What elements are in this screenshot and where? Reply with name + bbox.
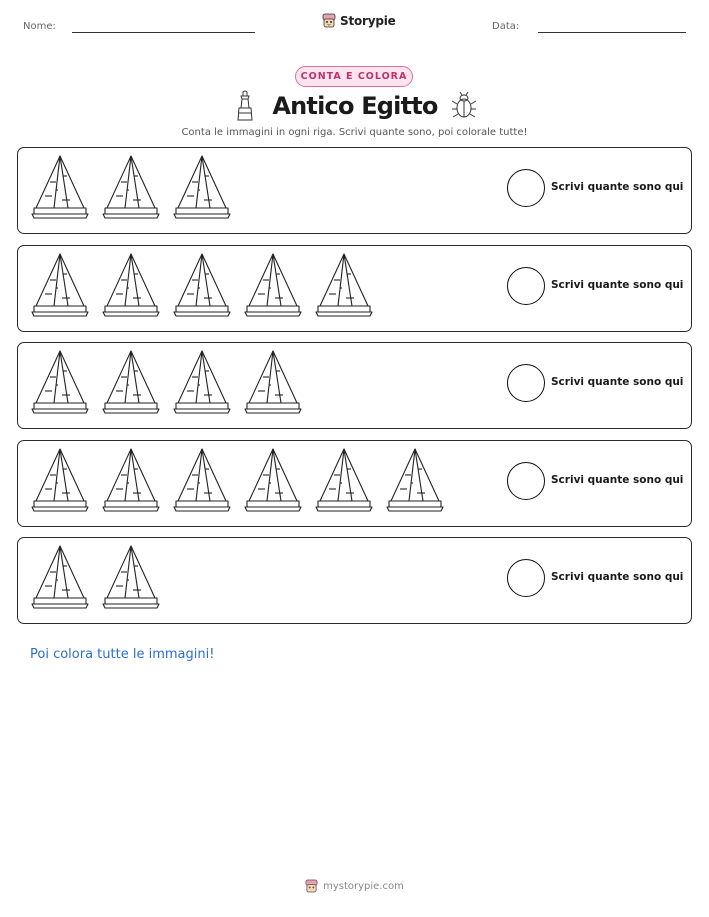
count-row bbox=[17, 342, 692, 429]
storypie-mascot-icon bbox=[305, 879, 318, 893]
storypie-mascot-icon bbox=[322, 13, 336, 28]
pyramid-icon bbox=[314, 447, 374, 519]
answer-circle[interactable] bbox=[507, 559, 545, 597]
pyramid-icon bbox=[172, 252, 232, 324]
answer-circle[interactable] bbox=[507, 364, 545, 402]
answer-circle[interactable] bbox=[507, 169, 545, 207]
count-row bbox=[17, 147, 692, 234]
footer-url: mystorypie.com bbox=[323, 880, 404, 892]
pyramid-icon bbox=[314, 252, 374, 324]
pyramid-icon bbox=[172, 154, 232, 226]
brand-logo bbox=[322, 13, 396, 28]
pyramid-icon bbox=[101, 349, 161, 421]
name-label: Nome: bbox=[23, 21, 56, 32]
pyramid-icon bbox=[30, 447, 90, 519]
answer-label: Scrivi quante sono qui bbox=[551, 279, 684, 291]
answer-label: Scrivi quante sono qui bbox=[551, 181, 684, 193]
pyramid-icon bbox=[101, 447, 161, 519]
lighthouse-icon bbox=[236, 90, 254, 122]
page-title: Antico Egitto bbox=[272, 92, 438, 120]
pyramid-icon bbox=[30, 544, 90, 616]
date-field-line[interactable] bbox=[538, 32, 686, 33]
answer-circle[interactable] bbox=[507, 462, 545, 500]
pyramid-icon bbox=[172, 349, 232, 421]
closing-note: Poi colora tutte le immagini! bbox=[30, 647, 215, 662]
date-label: Data: bbox=[492, 21, 520, 32]
pyramid-icon bbox=[243, 252, 303, 324]
brand-name: Storypie bbox=[340, 13, 396, 28]
answer-label: Scrivi quante sono qui bbox=[551, 376, 684, 388]
pyramid-icon bbox=[30, 349, 90, 421]
pyramid-icon bbox=[101, 544, 161, 616]
pyramid-icon bbox=[30, 252, 90, 324]
scarab-beetle-icon bbox=[451, 91, 477, 119]
footer bbox=[0, 879, 709, 893]
answer-label: Scrivi quante sono qui bbox=[551, 474, 684, 486]
pyramid-icon bbox=[385, 447, 445, 519]
pyramid-icon bbox=[30, 154, 90, 226]
answer-circle[interactable] bbox=[507, 267, 545, 305]
answer-label: Scrivi quante sono qui bbox=[551, 571, 684, 583]
count-row bbox=[17, 537, 692, 624]
pyramid-icon bbox=[243, 349, 303, 421]
activity-badge: CONTA E COLORA bbox=[295, 66, 413, 87]
count-row bbox=[17, 440, 692, 527]
pyramid-icon bbox=[101, 154, 161, 226]
count-row bbox=[17, 245, 692, 332]
pyramid-icon bbox=[172, 447, 232, 519]
pyramid-icon bbox=[243, 447, 303, 519]
name-field-line[interactable] bbox=[72, 32, 255, 33]
pyramid-icon bbox=[101, 252, 161, 324]
instructions: Conta le immagini in ogni riga. Scrivi quante sono, poi colorale tutte! bbox=[181, 127, 528, 138]
